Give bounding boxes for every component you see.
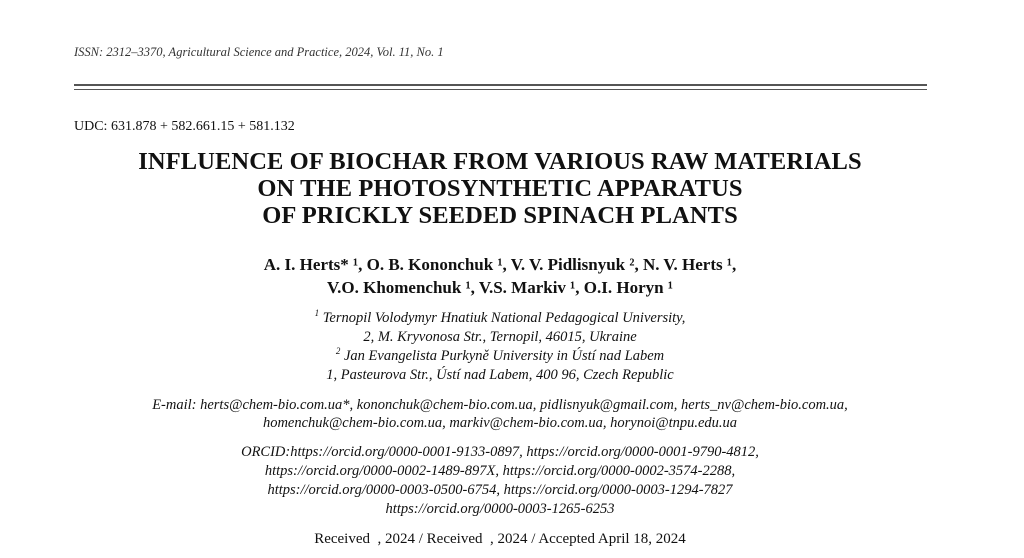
author-list [0,253,1000,299]
paper-title [0,148,1000,229]
orcid-line-2: https://orcid.org/0000-0002-1489-897X, https://orcid.org/0000-0002-3574-2288, [264,463,736,479]
authors-line-1: A. I. Herts* ¹, O. B. Kononchuk ¹, V. V. Pidlisnyuk ², N. V. Herts ¹, [263,255,737,274]
affiliation-2-address: 1, Pasteurova Str., Ústí nad Labem, 400 96, Czech Republic [326,367,674,383]
email-line-2: homenchuk@chem-bio.com.ua, markiv@chem-bio.com.ua, horynoi@tnpu.edu.ua [262,415,738,431]
title-line-2: ON THE PHOTOSYNTHETIC APPARATUS [257,175,743,202]
affiliation-1-line-1 [0,309,1000,328]
orcid-line-3: https://orcid.org/0000-0003-0500-6754, https://orcid.org/0000-0003-1294-7827 [267,482,733,498]
journal-header: ISSN: 2312–3370, Agricultural Science and Practice, 2024, Vol. 11, No. 1 [74,45,444,59]
header-rule-thick [74,84,927,86]
orcid-list [0,443,1000,519]
email-line-1: E-mail: herts@chem-bio.com.ua*, kononchuk@chem-bio.com.ua, pidlisnyuk@gmail.com, herts_nv@chem-bio.com.ua, [152,397,848,413]
header-rule-thin [74,89,927,90]
title-line-1: INFLUENCE OF BIOCHAR FROM VARIOUS RAW MATERIALS [138,148,862,175]
affiliations [0,309,1000,385]
orcid-line-1: ORCID:https://orcid.org/0000-0001-9133-0897, https://orcid.org/0000-0001-9790-4812, [241,444,759,460]
affiliation-1-address: 2, M. Kryvonosa Str., Ternopil, 46015, Ukraine [363,329,637,345]
title-line-3: OF PRICKLY SEEDED SPINACH PLANTS [262,202,738,229]
orcid-line-4: https://orcid.org/0000-0003-1265-6253 [385,501,615,517]
email-list [0,396,1000,432]
affiliation-2-line-1 [0,347,1000,366]
udc-code: UDC: 631.878 + 582.661.15 + 581.132 [74,119,295,134]
affiliation-2-name: Jan Evangelista Purkyně University in Ústí nad Labem [343,348,665,364]
received-dates: Received , 2024 / Received , 2024 / Accepted April 18, 2024 [314,531,686,547]
affiliation-1-name: Ternopil Volodymyr Hnatiuk National Pedagogical University, [322,310,686,326]
authors-line-2: V.O. Khomenchuk ¹, V.S. Markiv ¹, O.I. Horyn ¹ [327,278,673,297]
affiliation-2-number: 2 [335,346,341,357]
affiliation-1-number: 1 [314,308,320,319]
